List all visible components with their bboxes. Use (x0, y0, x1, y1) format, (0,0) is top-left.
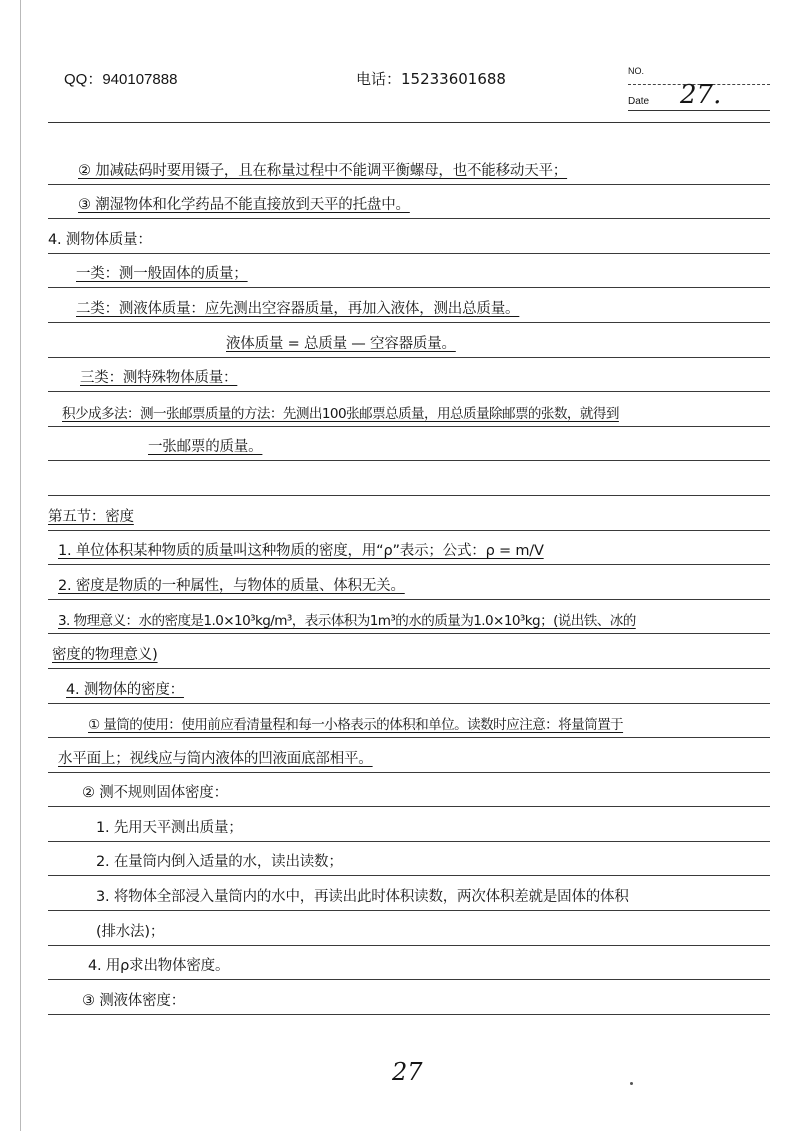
page-header (0, 66, 800, 126)
note-line: 水平面上；视线应与筒内液体的凹液面底部相平。 (58, 750, 373, 767)
ruled-line (48, 427, 770, 462)
phone-contact: 电话：15233601688 (356, 70, 506, 88)
ruled-line (48, 600, 770, 635)
ruled-line (48, 842, 770, 877)
page-number: 27 (392, 1058, 423, 1086)
note-line: ① 量筒的使用：使用前应看清量程和每一小格表示的体积和单位。读数时应注意：将量筒置于 (88, 717, 624, 734)
ruled-line (48, 392, 770, 427)
ruled-line (48, 565, 770, 600)
section-heading: 第五节：密度 (48, 508, 134, 525)
note-line: 1. 单位体积某种物质的质量叫这种物质的密度，用“ρ”表示；公式：ρ = m/V (58, 543, 544, 560)
note-line: 4. 用ρ求出物体密度。 (88, 958, 230, 975)
ruled-line (48, 288, 770, 323)
note-line: 密度的物理意义) (52, 646, 158, 663)
note-line: 积少成多法：测一张邮票质量的方法：先测出100张邮票总质量，用总质量除邮票的张数，就得到 (62, 405, 619, 422)
ruled-line (48, 738, 770, 773)
note-line: 4. 测物体的密度： (66, 681, 184, 698)
note-line: (排水法)； (96, 923, 165, 940)
ruled-line (48, 358, 770, 393)
ruled-line (48, 150, 770, 185)
note-line: 3. 物理意义：水的密度是1.0×10³kg/m³，表示体积为1m³的水的质量为1.0×10³kg；(说出铁、冰的 (58, 613, 636, 630)
note-line: ③ 测液体密度： (82, 992, 186, 1009)
qq-contact: QQ：940107888 (64, 71, 178, 88)
note-line: 3. 将物体全部浸入量筒内的水中，再读出此时体积读数，两次体积差就是固体的体积 (96, 889, 629, 906)
note-line: ③ 潮湿物体和化学药品不能直接放到天平的托盘中。 (78, 197, 410, 214)
note-line: 二类：测液体质量：应先测出空容器质量，再加入液体，测出总质量。 (76, 300, 520, 317)
note-line: ② 测不规则固体密度： (82, 785, 228, 802)
date-label: Date (628, 96, 650, 107)
ruled-line (48, 461, 770, 496)
note-line: 1. 先用天平测出质量； (96, 819, 243, 836)
ruled-line (48, 807, 770, 842)
note-line: 2. 在量筒内倒入适量的水，读出读数； (96, 854, 343, 871)
ruled-line (48, 185, 770, 220)
ruled-line (48, 876, 770, 911)
ruled-line (48, 496, 770, 531)
ruled-line (48, 946, 770, 981)
note-line: 一张邮票的质量。 (148, 439, 263, 456)
number-label: NO. (628, 66, 645, 76)
date-field-line (628, 110, 770, 111)
header-divider (48, 122, 770, 123)
note-line: 2. 密度是物质的一种属性，与物体的质量、体积无关。 (58, 577, 405, 594)
ruled-line (48, 980, 770, 1015)
note-line: 4. 测物体质量： (48, 231, 152, 248)
note-line: 三类：测特殊物体质量： (80, 370, 238, 387)
note-line: 液体质量 = 总质量 — 空容器质量。 (226, 335, 456, 352)
note-line: ② 加减砝码时要用镊子，且在称量过程中不能调平衡螺母，也不能移动天平； (78, 162, 568, 179)
date-value: 27. (680, 80, 722, 110)
ruled-line (48, 531, 770, 566)
ruled-line (48, 704, 770, 739)
speck (630, 1082, 633, 1085)
ruled-line (48, 911, 770, 946)
ruled-line (48, 254, 770, 289)
notebook-body (0, 150, 800, 1015)
note-line: 一类：测一般固体的质量； (76, 266, 248, 283)
ruled-line (48, 669, 770, 704)
ruled-line (48, 219, 770, 254)
ruled-line (48, 323, 770, 358)
ruled-line (48, 773, 770, 808)
ruled-line (48, 634, 770, 669)
